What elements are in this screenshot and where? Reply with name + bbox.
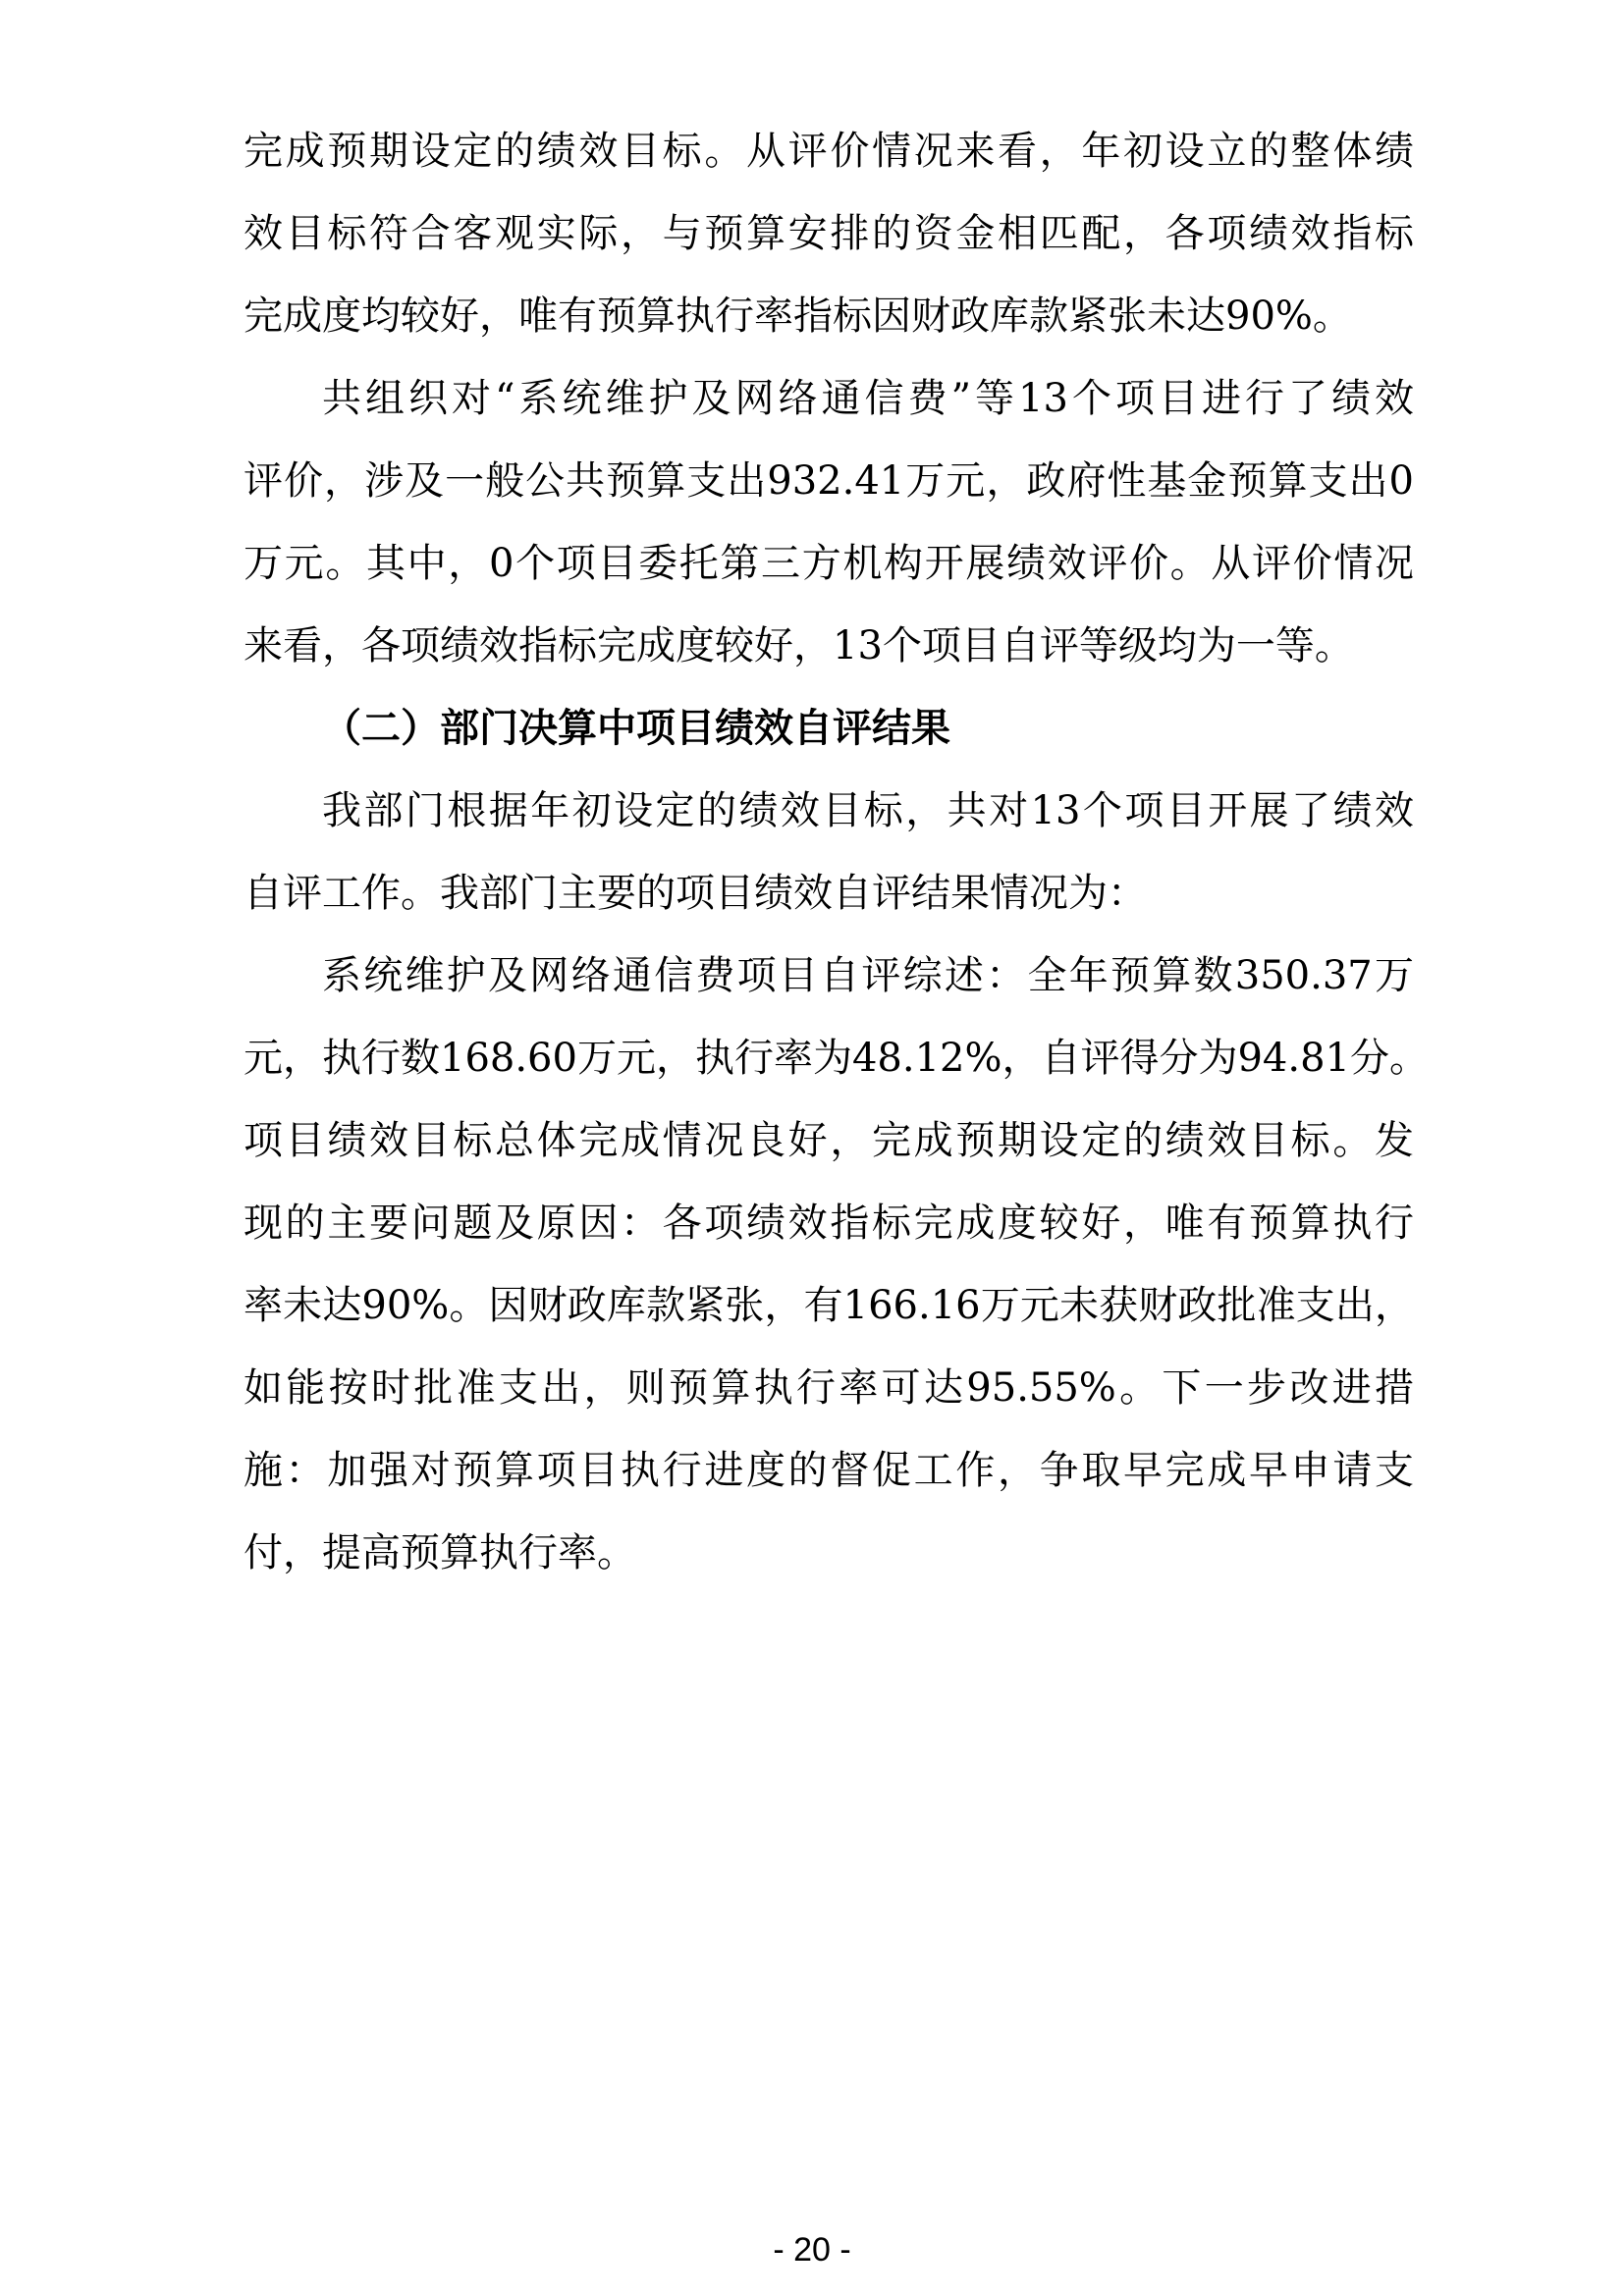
paragraph-summary-continuation — [244, 110, 1414, 357]
text-line: 我部门根据年初设定的绩效目标，共对13个项目开展了绩效 — [322, 788, 1414, 833]
text-line: 完成预期设定的绩效目标。从评价情况来看，年初设立的整体绩 — [244, 129, 1414, 174]
paragraph-self-evaluation-intro — [244, 770, 1414, 934]
text-line: 共组织对“系统维护及网络通信费”等13个项目进行了绩效 — [322, 376, 1414, 421]
text-line: 付，提高预算执行率。 — [244, 1530, 636, 1575]
text-line: 现的主要问题及原因：各项绩效指标完成度较好，唯有预算执行 — [244, 1201, 1414, 1246]
page-number: - 20 - — [773, 2231, 851, 2269]
section-heading: （二）部门决算中项目绩效自评结果 — [322, 706, 950, 751]
text-line: 项目绩效目标总体完成情况良好，完成预期设定的绩效目标。发 — [244, 1118, 1414, 1163]
text-line: 率未达90%。因财政库款紧张，有166.16万元未获财政批准支出， — [244, 1283, 1414, 1328]
document-body — [244, 110, 1429, 1594]
text-line: 效目标符合客观实际，与预算安排的资金相匹配，各项绩效指标 — [244, 211, 1414, 256]
text-line: 完成度均较好，唯有预算执行率指标因财政库款紧张未达90%。 — [244, 294, 1352, 339]
text-line: 万元。其中，0个项目委托第三方机构开展绩效评价。从评价情况 — [244, 541, 1414, 586]
text-line: 元，执行数168.60万元，执行率为48.12%，自评得分为94.81分。 — [244, 1036, 1429, 1081]
text-line: 自评工作。我部门主要的项目绩效自评结果情况为： — [244, 871, 1147, 916]
text-line: 施：加强对预算项目执行进度的督促工作，争取早完成早申请支 — [244, 1448, 1414, 1493]
text-line: 如能按时批准支出，则预算执行率可达95.55%。下一步改进措 — [244, 1365, 1414, 1411]
text-line: 评价，涉及一般公共预算支出932.41万元，政府性基金预算支出0 — [244, 458, 1414, 504]
paragraph-project-summary — [244, 934, 1429, 1594]
paragraph-evaluation-overview — [244, 357, 1414, 687]
text-line: 系统维护及网络通信费项目自评综述：全年预算数350.37万 — [322, 953, 1414, 998]
text-line: 来看，各项绩效指标完成度较好，13个项目自评等级均为一等。 — [244, 623, 1354, 668]
